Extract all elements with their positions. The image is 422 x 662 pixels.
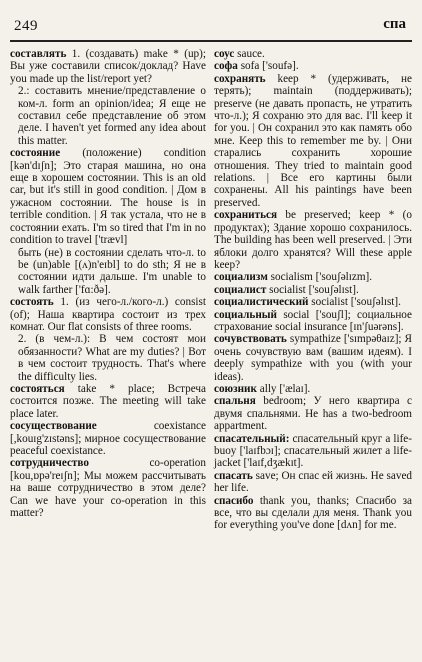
entry — [10, 147, 206, 246]
entry — [10, 420, 206, 457]
headword: состояться — [10, 382, 65, 395]
left-column — [10, 48, 206, 519]
definition: thank you, thanks; Спасибо за все, что вы сделали для меня. Thank you for everything you've done [dʌn] for me. — [214, 494, 413, 532]
entry — [214, 48, 412, 60]
headword: союзник — [214, 382, 257, 395]
definition: ally ['ælaɪ]. — [259, 382, 311, 395]
definition: 1. (из чего-л./кого-л.) consist (of); Наша квартира состоит из трех комнат. Our flat consists of three rooms. — [10, 296, 206, 333]
entry — [18, 247, 206, 297]
entry — [214, 60, 412, 72]
headword: спасибо — [214, 494, 254, 507]
headword: сохраниться — [214, 209, 278, 222]
definition: take * place; Встреча состоится позже. The meeting will take place later. — [10, 382, 206, 420]
entry — [214, 296, 412, 308]
definition: 2.: составить мнение/представление о ком-л. form an opinion/idea; Я еще не составил себе представление об этом деле. I haven't yet formed any idea about this matter. — [18, 85, 206, 147]
entry — [10, 296, 206, 333]
headword: состояние — [10, 147, 61, 160]
definition: socialism ['souʃəlɪzm]. — [270, 271, 373, 284]
headword: соус — [214, 48, 235, 60]
headword: составлять — [10, 48, 67, 60]
headword: социализм — [214, 271, 268, 284]
page-number: 249 — [14, 18, 38, 34]
right-column — [214, 48, 412, 532]
headword: сохранять — [214, 72, 266, 85]
entry — [214, 495, 412, 532]
entry — [214, 73, 412, 209]
definition: 1. (создавать) make * (up); Вы уже составили список/доклад? Have you made up the list/report yet? — [10, 48, 206, 85]
entry — [214, 271, 412, 283]
headword: спасать — [214, 469, 253, 482]
entry — [10, 457, 206, 519]
entry — [214, 209, 412, 271]
headword: спальня — [214, 395, 256, 408]
definition: socialist ['souʃəlɪst]. — [311, 296, 401, 309]
definition: быть (не) в состоянии сделать что-л. to be (un)able [(ʌ)n'eɪbl] to do sth; Я не в состоянии идти дальше. I'm unable to walk farther ['fɑ:ðə]. — [18, 246, 206, 296]
entry — [214, 333, 412, 383]
definition: спасательный круг a life-buoy ['laɪfbɔɪ]; спасательный жилет a life-jacket ['laɪf,dʒækɪt]. — [214, 432, 412, 470]
entry — [10, 383, 206, 420]
headword: спасательный: — [214, 432, 290, 445]
headword: сотрудничество — [10, 457, 89, 470]
headword: социалист — [214, 283, 267, 296]
headword: сочувствовать — [214, 333, 287, 346]
entry — [214, 284, 412, 296]
page-header — [0, 0, 422, 40]
definition: socialist ['souʃəlɪst]. — [269, 283, 359, 296]
entry — [214, 470, 412, 495]
entry — [214, 309, 412, 334]
entry — [214, 433, 412, 470]
definition: 2. (в чем-л.): В чем состоят мои обязанности? What are my duties? | Вот в чем состоит трудность. That's where the difficulty lies. — [18, 333, 206, 383]
headword: сосуществование — [10, 420, 97, 433]
entry — [18, 85, 206, 147]
definition: coexistance [,kouɪg'zɪstəns]; мирное сосуществование peaceful coexistance. — [10, 420, 206, 457]
headword: социалистический — [214, 296, 309, 309]
headword: социальный — [214, 308, 277, 321]
definition: (положение) condition [kən'dɪʃn]; Это старая машина, но она еще в хорошем состоянии. This is an old car, but it's still in good condition. | Дом в ужасном состоянии. The house is in terrible condition. | Я так устала, что не в состоянии ехать. I'm so tired that I'm in no condition to travel ['trævl] — [10, 147, 207, 247]
entry — [18, 333, 206, 383]
running-head: спа — [383, 16, 406, 32]
header-rule — [10, 40, 412, 42]
headword: состоять — [10, 296, 54, 309]
entry — [214, 395, 412, 432]
entry — [214, 383, 412, 395]
definition: social ['souʃl]; социальное страхование social insurance [ɪn'ʃuərəns]. — [214, 308, 413, 333]
headword: софа — [214, 60, 238, 73]
definition: bedroom; У него квартира с двумя спальнями. He has a two-bedroom appartment. — [214, 395, 412, 433]
definition: sofa ['soufə]. — [240, 60, 299, 73]
definition: be preserved; keep * (о продуктах); Здание хорошо сохранилось. The building has been well preserved. | Эти яблоки долго хранятся? Will these apple keep? — [214, 209, 412, 271]
definition: keep * (удерживать, не терять); maintain (поддерживать); preserve (не давать пропасть, не утратить что-л.); Я сохраню это для вас. I'll keep it for you. | Он сохранил это как память обо мне. Keep this to remember me by. | Они старались сохранить хорошие отношения. They tried to maintain good relations. | Все его картины были сохранены. All his paintings have been preserved. — [214, 72, 412, 209]
definition: sympathize ['sɪmpəθaɪz]; Я очень сочувствую вам (вашим идеям). I deeply sympathize with you (with your ideas). — [214, 333, 413, 383]
definition: save; Он спас ей жизнь. He saved her life. — [214, 469, 413, 495]
definition: sauce. — [237, 48, 265, 60]
entry — [10, 48, 206, 85]
definition: co-operation [kou,ɒpə'reɪʃn]; Мы можем рассчитывать на ваше сотрудничество в этом деле? Can we have your co-operation in this matter? — [10, 457, 206, 520]
